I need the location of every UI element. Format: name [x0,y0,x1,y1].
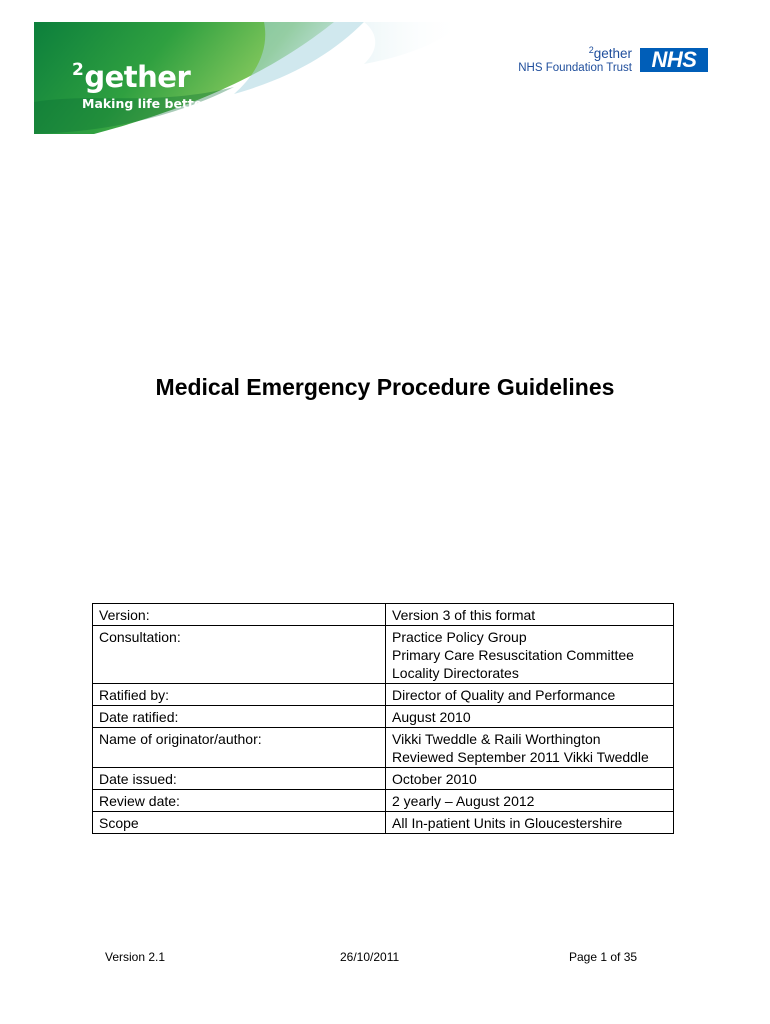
info-label: Date issued: [93,768,386,790]
brand-wordmark [72,62,190,92]
info-value [386,604,674,626]
trust-subtitle: NHS Foundation Trust [518,61,632,74]
brand-name: gether [84,60,191,94]
info-value-line: 2 yearly – August 2012 [392,793,535,809]
info-row [93,626,674,684]
brand-superscript: 2 [72,60,84,80]
info-label: Scope [93,812,386,834]
footer-page-number: Page 1 of 35 [569,950,638,964]
brand-tagline: Making life better [82,96,209,111]
info-value-line: Locality Directorates [392,665,519,681]
info-value [386,790,674,812]
info-label: Review date: [93,790,386,812]
info-row [93,728,674,768]
footer-date: 26/10/2011 [340,950,400,964]
info-value [386,684,674,706]
info-row [93,706,674,728]
info-row [93,768,674,790]
info-value [386,768,674,790]
info-value-line: Primary Care Resuscitation Committee [392,647,634,663]
info-value [386,812,674,834]
info-label: Consultation: [93,626,386,684]
document-title: Medical Emergency Procedure Guidelines [155,374,615,400]
info-value-line: Vikki Tweddle & Raili Worthington [392,731,601,747]
info-value [386,626,674,684]
info-row [93,790,674,812]
trust-name [496,46,632,62]
info-value-line: Reviewed September 2011 Vikki Tweddle [392,749,649,765]
info-value-line: October 2010 [392,771,477,787]
info-label: Ratified by: [93,684,386,706]
trust-superscript: 2 [588,45,594,55]
trust-name-text: gether [593,46,632,61]
info-value-line: Practice Policy Group [392,629,527,645]
info-row [93,684,674,706]
info-label: Name of originator/author: [93,728,386,768]
document-info-body [93,604,674,834]
trust-logo [496,46,632,76]
info-label: Date ratified: [93,706,386,728]
info-value-line: Version 3 of this format [392,607,536,623]
info-value-line: Director of Quality and Performance [392,687,616,703]
document-info-table [92,603,674,834]
info-value-line: August 2010 [392,709,471,725]
info-value [386,728,674,768]
info-value [386,706,674,728]
info-value-line: All In-patient Units in Gloucestershire [392,815,623,831]
info-row [93,604,674,626]
brand-banner [34,22,464,134]
info-label: Version: [93,604,386,626]
footer-version: Version 2.1 [105,950,166,964]
nhs-logo: NHS [640,48,708,72]
info-row [93,812,674,834]
